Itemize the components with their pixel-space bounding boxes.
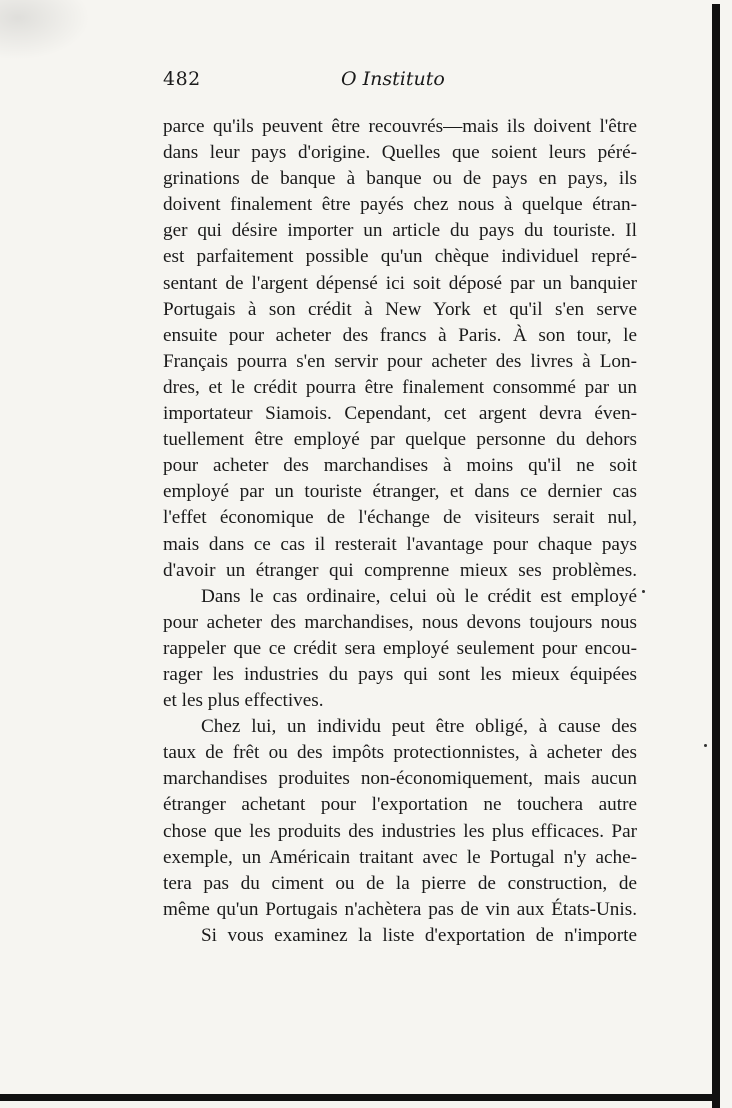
text-line: exemple, un Américain traitant avec le Portugal n'y ache- (163, 846, 637, 868)
text-line: l'effet économique de l'échange de visiteurs serait nul, (163, 507, 637, 529)
speck (642, 590, 645, 593)
text-line: marchandises produites non-économiquement, mais aucun (163, 768, 637, 790)
text-line: tuellement être employé par quelque personne du dehors (163, 429, 637, 451)
text-line: pour acheter des marchandises à moins qu'il ne soit (163, 455, 637, 477)
text-line: Français pourra s'en servir pour acheter des livres à Lon- (163, 350, 637, 372)
speck (704, 744, 707, 747)
scan-border-right (712, 4, 720, 1108)
text-line: Dans le cas ordinaire, celui où le crédit est employé (201, 585, 637, 607)
text-line: employé par un touriste étranger, et dans ce dernier cas (163, 481, 637, 503)
body-text (163, 114, 637, 949)
text-line: doivent finalement être payés chez nous à quelque étran- (163, 194, 637, 216)
text-line: même qu'un Portugais n'achètera pas de vin aux États-Unis. (163, 898, 637, 920)
running-title: O Instituto (341, 68, 445, 90)
text-line: dres, et le crédit pourra être finalement consommé par un (163, 376, 637, 398)
text-line: importateur Siamois. Cependant, cet argent devra éven- (163, 403, 637, 425)
text-line: étranger achetant pour l'exportation ne touchera autre (163, 794, 637, 816)
text-line: chose que les produits des industries les plus efficaces. Par (163, 820, 637, 842)
text-line: ensuite pour acheter des francs à Paris. À son tour, le (163, 324, 637, 346)
page-number: 482 (163, 68, 201, 90)
text-line: et les plus effectives. (163, 690, 324, 712)
text-line: est parfaitement possible qu'un chèque individuel repré- (163, 246, 637, 268)
text-line: pour acheter des marchandises, nous devons toujours nous (163, 611, 637, 633)
text-line: rappeler que ce crédit sera employé seulement pour encou- (163, 637, 637, 659)
text-line: sentant de l'argent dépensé ici soit déposé par un banquier (163, 272, 637, 294)
text-line: Si vous examinez la liste d'exportation de n'importe (201, 924, 637, 946)
text-line: tera pas du ciment ou de la pierre de construction, de (163, 872, 637, 894)
text-line: rager les industries du pays qui sont les mieux équipées (163, 663, 637, 685)
text-line: d'avoir un étranger qui comprenne mieux ses problèmes. (163, 559, 637, 581)
text-line: Chez lui, un individu peut être obligé, à cause des (201, 716, 637, 738)
scan-border-bottom (0, 1094, 720, 1101)
text-line: taux de frêt ou des impôts protectionnistes, à acheter des (163, 742, 637, 764)
text-line: grinations de banque à banque ou de pays en pays, ils (163, 168, 637, 190)
page-header (163, 68, 637, 102)
text-line: ger qui désire importer un article du pays du touriste. Il (163, 220, 637, 242)
text-line: mais dans ce cas il resterait l'avantage pour chaque pays (163, 533, 637, 555)
text-line: dans leur pays d'origine. Quelles que soient leurs péré- (163, 142, 637, 164)
text-line: parce qu'ils peuvent être recouvrés—mais ils doivent l'être (163, 116, 637, 137)
text-line: Portugais à son crédit à New York et qu'il s'en serve (163, 298, 637, 320)
scan-smudge (0, 0, 90, 60)
